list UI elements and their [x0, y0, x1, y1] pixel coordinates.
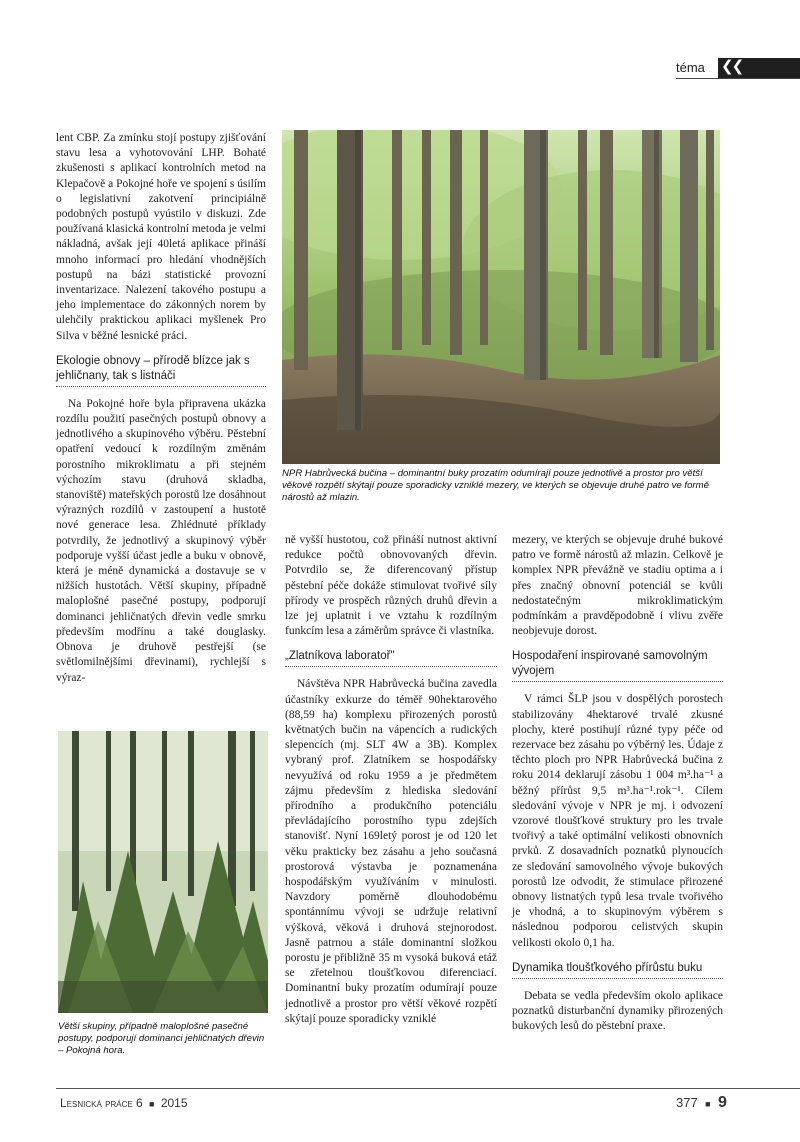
section-heading: Dynamika tloušťkového přírůstu buku: [512, 961, 723, 979]
paragraph: lent CBP. Za zmínku stojí postupy zjišťování stavu lesa a vyhotovování LHP. Bohaté zkušenosti s aplikací kontrolních metod na Klepačově a Pokojné hoře ve spojení s úsilím o legislativní zakotvení principiálně podobných postupů vyústilo v diskuzi. Zde používaná klasická kontrolní metoda je velmi nákladná, avšak její 40letá aplikace přináší mnoho informací pro hledání vhodnějších postupů na bázi statistické provozní inventarizace. Nalezení takového postupu a jeho implementace do zákonných norem by ulehčily praktickou aplikaci myšlenek Pro Silva v běžné lesnické práci.: [56, 132, 266, 342]
paragraph: ně vyšší hustotou, což přináší nutnost aktivní redukce počtů obnovovaných dřevin. Potvrdilo se, že diferencovaný přístup pěstební péče dokáže stimulovat tvořivé síly přírody ve prospěch různých druhů dřevin a lze jej uplatnit i ve vztahu k rozdílným funkcím lesa a záměrům správce či vlastníka.: [285, 534, 497, 638]
section-tab: [718, 58, 800, 78]
left-column: [56, 131, 266, 686]
bullet: ■: [705, 1099, 711, 1109]
forest-photo-conifers: [58, 731, 268, 1013]
page-number: 9: [718, 1094, 727, 1111]
footer-journal: [60, 1096, 188, 1110]
page-prefix: 377: [676, 1095, 698, 1110]
section-heading: „Zlatníkova laboratoř": [285, 649, 497, 667]
paragraph: V rámci ŠLP jsou v dospělých porostech stabilizovány 4hektarové trvalé zkusné plochy, které postihují různé typy péče od rezervace bez zásahu po výběrný les. Údaje z těchto ploch pro NPR Habrůvecká bučina z roku 2014 deklarují zásobu 1 004 m³.ha⁻¹ a běžný přírůst 9,5 m³.ha⁻¹.rok⁻¹. Cílem sledování vývoje v NPR je mj. i odvození vzorové tloušťkové struktury pro les trvale tvořivý a také optimální velikosti obnovních prvků. Z dosavadních poznatků plynoucích ze sledování samovolného vývoje bukových porostů lze odvodit, že stimulace přirozené obnovy listnatých typů lesa trvale tvořivého je vhodná, a to skupinovým výběrem s následnou podporou celistvých skupin velikosti okolo 0,1 ha.: [512, 693, 723, 949]
header-rule: [676, 78, 800, 79]
middle-column: [285, 533, 497, 1027]
journal-year: 2015: [160, 1096, 188, 1110]
paragraph: Na Pokojné hoře byla připravena ukázka rozdílu použití pasečných postupů obnovy a jednotlivého a skupinového výběru. Pěstební opatření vedoucí k rozdílným změnám porostního mikroklimatu a při stejném výchozím stavu (druhová skladba, stanoviště) mateřských porostů lze dosáhnout výrazných rozdílů v zastoupení a hustotě nové generace lesa. Zhlédnuté příklady potvrdily, že jednotlivý a skupinový výběr podporuje vyšší účast jedle a buku v obnově, která je méně dynamická a dostavuje se v nižších hustotách. Větší skupiny, případně maloplošné pasečné postupy, podporují dominanci jehličnatých dřevin vedle smrku především modřínu a také douglasky. Obnova je druhově pestřejší (se světlomilnějšími dřevinami), rychlejší s výraz-: [56, 397, 266, 684]
paragraph: Debata se vedla především okolo aplikace poznatků disturbanční dynamiky přirozených bukových lesů do pěstební praxe.: [512, 989, 723, 1033]
section-heading: Ekologie obnovy – přírodě blízce jak s jehličnany, tak s listnáči: [56, 354, 266, 387]
section-heading: Hospodaření inspirované samovolným vývojem: [512, 649, 723, 682]
footer-page: [676, 1094, 727, 1112]
right-column: [512, 533, 723, 1034]
bullet: ■: [149, 1099, 155, 1109]
photo-caption-bottom: Větší skupiny, případně maloplošné pasečné postupy, podporují dominanci jehličnatých dřevin – Pokojná hora.: [58, 1021, 265, 1057]
journal-name: Lesnická práce 6: [60, 1096, 143, 1110]
double-chevron-left-icon: ❮❮: [721, 57, 743, 75]
photo-caption-top: NPR Habrůvecká bučina – dominantní buky prozatím odumírají pouze jednotlivě a prostor pro větší věkově rozpětí skýtají pouze sporadicky vzniklé mezery, ve kterých se objevuje druhé patro ve formě nárostů až mlazin.: [282, 468, 709, 504]
footer-rule: [56, 1088, 800, 1089]
forest-photo-beech: [282, 130, 720, 464]
paragraph: Návštěva NPR Habrůvecká bučina zavedla účastníky exkurze do téměř 90hektarového (88,59 ha) komplexu přirozených porostů květnatých bučin na vápencích a rudických slepencích (mj. SLT 4W a 3B). Komplex vybraný prof. Zlatníkem se hospodářsky nevyužívá od roku 1959 a je předmětem zájmu především z hlediska sledování přírodního a produkčního potenciálu převládajícího porostního typu zdejších stanovišť. Nyní 169letý porost je od 120 let věku prakticky bez zásahu a jeho současná prostorová výstavba je poznamenána hospodářským využíváním v minulosti. Navzdory poměrně dlouhodobému spontánnímu vývoji se udržuje relativní výšková, věková i druhová stejnorodost. Jasně patrnou a stále dominantní složkou porostu je přibližně 35 m vysoká buková etáž se zřetelnou tloušťkovou diferenciací. Dominantní buky prozatím odumírají pouze jednotlivě a prostor pro větší věkové rozpětí skýtají pouze sporadicky vzniklé: [285, 678, 497, 1025]
section-label: téma: [676, 60, 705, 75]
paragraph: mezery, ve kterých se objevuje druhé bukové patro ve formě nárostů až mlazin. Celkově je komplex NPR převážně ve stadiu optima a i přes značný obnovní potenciál se kvůli nedostatečným mikroklimatickým podmínkám a pravděpodobně i vlivu zvěře neobjevuje dorost.: [512, 534, 723, 638]
